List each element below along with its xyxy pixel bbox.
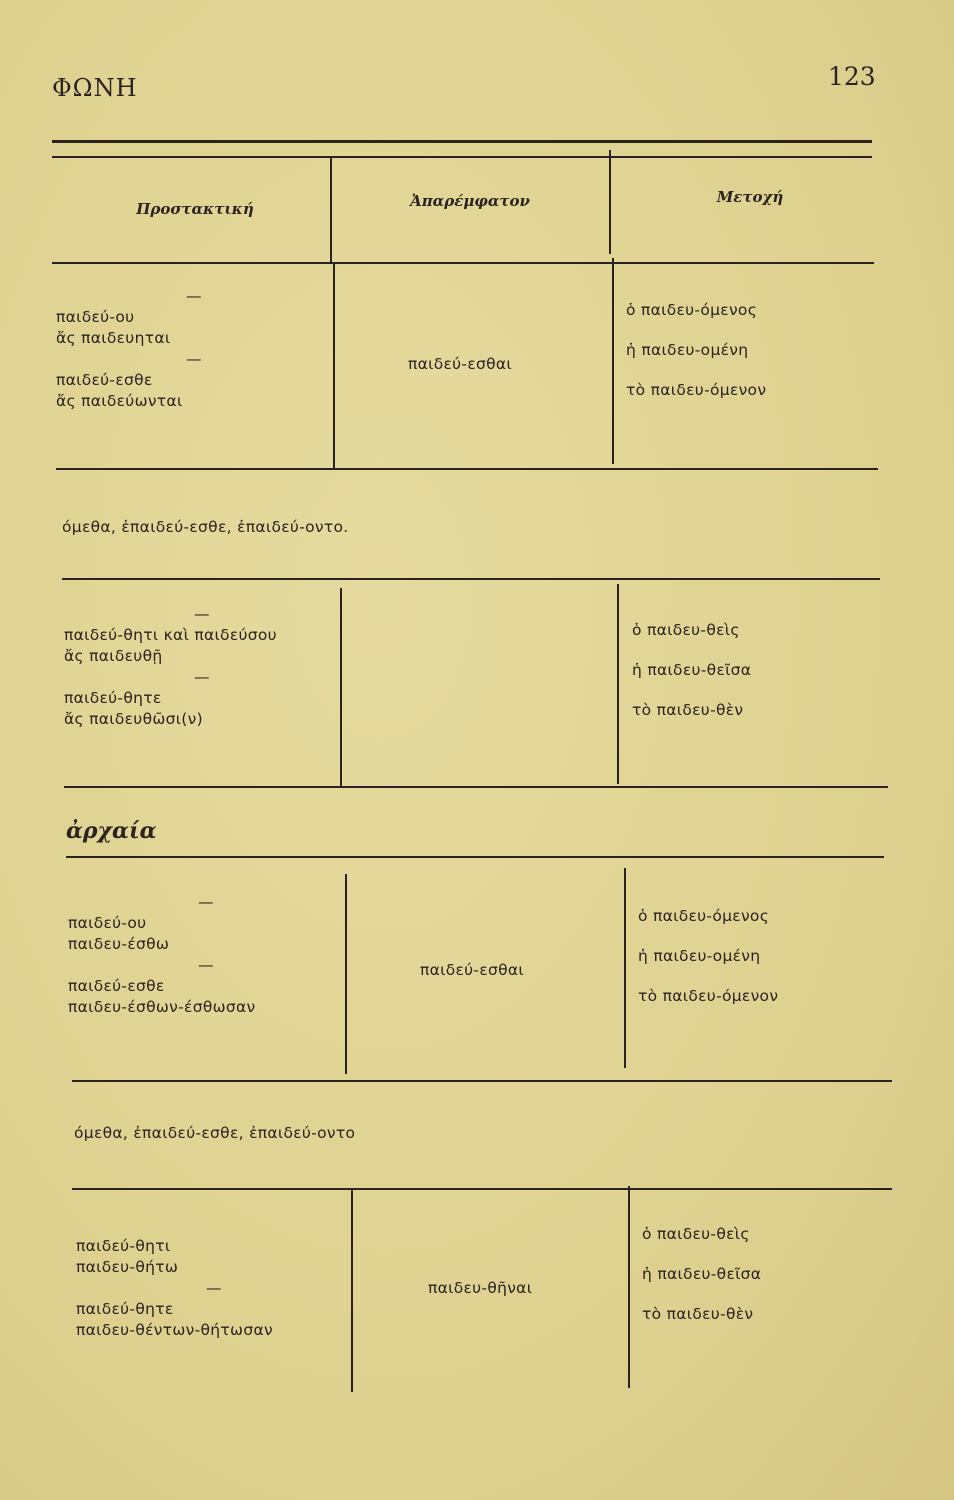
header-divider-2 [609, 150, 611, 254]
participle-form: ὁ παιδευ-όμενος [626, 301, 758, 319]
dash: — [194, 605, 210, 623]
block2-bottom-rule [64, 786, 888, 788]
imperative-form: παιδεύ-ου [56, 308, 135, 326]
header-imperative: Προστακτική [136, 200, 254, 218]
block4-imperative [76, 1236, 273, 1341]
imperative-form: παιδεύ-θητι [76, 1237, 171, 1255]
header-infinitive: Ἀπαρέμφατον [410, 192, 530, 210]
imperative-form: παιδευ-θέντων-θήτωσαν [76, 1321, 273, 1339]
block4-top-rule [72, 1188, 892, 1190]
imperative-form: παιδεύ-θητι καὶ παιδεύσου [64, 626, 277, 644]
dash: — [206, 1279, 222, 1297]
dash: — [186, 350, 202, 368]
block2-participle [632, 610, 751, 730]
block1-participle [626, 290, 766, 410]
imperative-form: ἄς παιδευθῇ [64, 647, 163, 665]
top-rule-thick [52, 140, 872, 143]
block1-divider-1 [333, 262, 335, 470]
imperative-form: παιδευ-έσθω [68, 935, 170, 953]
running-head: ΦΩΝΗ [52, 74, 138, 102]
participle-form: ἡ παιδευ-θεῖσα [632, 661, 752, 679]
participle-form: τὸ παιδευ-θὲν [642, 1305, 754, 1323]
block3-participle [638, 896, 778, 1016]
block4-divider-1 [351, 1190, 353, 1392]
participle-form: ὁ παιδευ-όμενος [638, 907, 770, 925]
header-bottom-rule [52, 262, 874, 264]
participle-form: τὸ παιδευ-όμενον [638, 987, 779, 1005]
summary-line-2: όμεθα, ἐπαιδεύ-εσθε, ἐπαιδεύ-οντο [74, 1124, 356, 1142]
dash: — [186, 287, 202, 305]
header-participle: Μετοχή [716, 188, 784, 206]
imperative-form: παιδευ-έσθων-έσθωσαν [68, 998, 256, 1016]
block3-bottom-rule [72, 1080, 892, 1082]
participle-form: ἡ παιδευ-ομένη [638, 947, 761, 965]
block2-divider-1 [340, 588, 342, 788]
imperative-form: ἄς παιδευθῶσι(ν) [64, 710, 203, 728]
imperative-form: ἄς παιδευηται [56, 329, 171, 347]
imperative-form: παιδεύ-ου [68, 914, 147, 932]
participle-form: ὁ παιδευ-θεὶς [642, 1225, 750, 1243]
block4-divider-2 [628, 1186, 630, 1388]
block2-top-rule [62, 578, 880, 580]
block1-infinitive: παιδεύ-εσθαι [408, 355, 512, 373]
imperative-form: παιδεύ-εσθε [68, 977, 165, 995]
imperative-form: παιδεύ-θητε [76, 1300, 174, 1318]
participle-form: ἡ παιδευ-ομένη [626, 341, 749, 359]
page-number: 123 [828, 62, 876, 91]
section-heading: ἀρχαία [66, 818, 157, 844]
block2-imperative [64, 604, 277, 730]
block1-divider-2 [612, 258, 614, 464]
imperative-form: παιδευ-θήτω [76, 1258, 179, 1276]
block3-top-rule [66, 856, 884, 858]
participle-form: ὁ παιδευ-θεὶς [632, 621, 740, 639]
block4-participle [642, 1214, 761, 1334]
top-rule-thin [52, 156, 872, 158]
block4-infinitive: παιδευ-θῆναι [428, 1279, 533, 1297]
participle-form: τὸ παιδευ-όμενον [626, 381, 767, 399]
block2-divider-2 [617, 584, 619, 784]
participle-form: τὸ παιδευ-θὲν [632, 701, 744, 719]
summary-line-1: όμεθα, ἐπαιδεύ-εσθε, ἐπαιδεύ-οντο. [62, 518, 349, 536]
header-divider-1 [330, 158, 332, 262]
block1-imperative [56, 286, 202, 412]
imperative-form: παιδεύ-θητε [64, 689, 162, 707]
block3-infinitive: παιδεύ-εσθαι [420, 961, 524, 979]
imperative-form: ἄς παιδεύωνται [56, 392, 183, 410]
block1-bottom-rule [56, 468, 878, 470]
dash: — [198, 956, 214, 974]
participle-form: ἡ παιδευ-θεῖσα [642, 1265, 762, 1283]
dash: — [198, 893, 214, 911]
block3-imperative [68, 892, 256, 1018]
dash: — [194, 668, 210, 686]
imperative-form: παιδεύ-εσθε [56, 371, 153, 389]
block3-divider-2 [624, 868, 626, 1068]
block3-divider-1 [345, 874, 347, 1074]
